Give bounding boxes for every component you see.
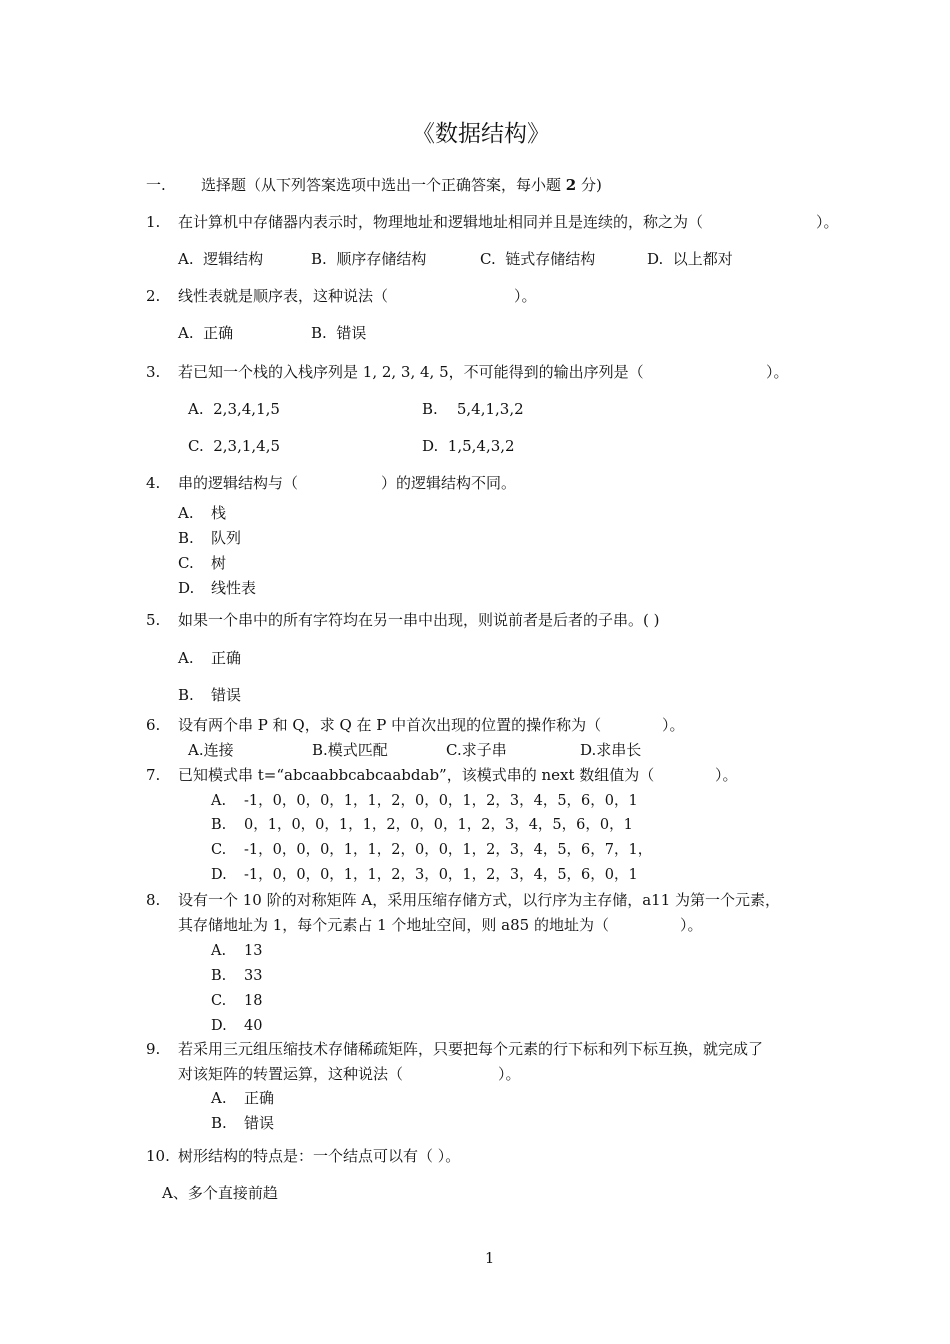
q8-option-d: 40: [244, 1018, 263, 1034]
q9-option-a-key: A.: [211, 1089, 227, 1107]
q2-option-a: A. 正确: [178, 324, 234, 342]
q7-option-d: -1，0，0，0，1，1，2，3，0，1，2，3，4，5，6，0，1: [244, 867, 638, 883]
q5-number: 5.: [146, 611, 161, 629]
q7-option-a: -1，0，0，0，1，1，2，0，0，1，2，3，4，5，6，0，1: [244, 793, 638, 809]
q4-option-d-key: D.: [178, 579, 195, 597]
q6-option-a: A.连接: [188, 741, 234, 759]
q8-option-b: 33: [244, 968, 263, 984]
q7-option-b: 0，1，0，0，1，1，2，0，0，1，2，3，4，5，6，0，1: [244, 817, 633, 833]
q10-text: 树形结构的特点是：一个结点可以有（ ）。: [178, 1147, 461, 1165]
q1-option-c: C. 链式存储结构: [480, 250, 596, 268]
q4-option-a: 栈: [211, 504, 227, 522]
page-number: 1: [485, 1251, 495, 1267]
q7-option-c: -1，0，0，0，1，1，2，0，0，1，2，3，4，5，6，7，1，: [244, 842, 653, 858]
q1-option-a: A. 逻辑结构: [178, 250, 264, 268]
q1-text: 在计算机中存储器内表示时，物理地址和逻辑地址相同并且是连续的，称之为（: [178, 213, 704, 231]
q3-option-c: C. 2,3,1,4,5: [188, 437, 281, 455]
section-heading-text: 选择题（从下列答案选项中选出一个正确答案，每小题: [201, 176, 566, 194]
q8-option-d-key: D.: [211, 1018, 227, 1034]
q3-number: 3.: [146, 363, 161, 381]
q5-option-b-key: B.: [178, 686, 194, 704]
q3-text: 若已知一个栈的入栈序列是 1, 2, 3, 4, 5，不可能得到的输出序列是（: [178, 363, 644, 381]
q6-option-d: D.求串长: [580, 741, 642, 759]
q6-text: 设有两个串 P 和 Q，求 Q 在 P 中首次出现的位置的操作称为（: [178, 716, 602, 734]
q8-close: ）。: [680, 916, 703, 934]
q9-option-a: 正确: [244, 1089, 275, 1107]
q2-number: 2.: [146, 287, 161, 305]
q7-number: 7.: [146, 766, 161, 784]
q1-close: ）。: [816, 213, 839, 231]
q8-option-a-key: A.: [211, 943, 227, 959]
section-points: 2: [565, 176, 577, 194]
q8-option-a: 13: [244, 943, 263, 959]
q2-option-b: B. 错误: [311, 324, 367, 342]
q2-text: 线性表就是顺序表，这种说法（: [178, 287, 389, 305]
q6-number: 6.: [146, 716, 161, 734]
q4-option-a-key: A.: [178, 504, 194, 522]
q9-number: 9.: [146, 1040, 161, 1058]
q4-number: 4.: [146, 474, 161, 492]
q3-option-b: B. 5,4,1,3,2: [422, 400, 524, 418]
q8-option-b-key: B.: [211, 968, 227, 984]
section-heading: [201, 178, 602, 193]
section-heading-tail: 分): [576, 176, 602, 194]
q3-close: ）。: [766, 363, 789, 381]
q5-text: 如果一个串中的所有字符均在另一串中出现，则说前者是后者的子串。( ): [178, 611, 660, 629]
q7-option-d-key: D.: [211, 867, 227, 883]
q4-option-d: 线性表: [211, 579, 257, 597]
q9-close: ）。: [498, 1065, 521, 1083]
q7-text: 已知模式串 t=“abcaabbcabcaabdab”，该模式串的 next 数组值为（: [178, 766, 655, 784]
q4-text: 串的逻辑结构与（: [178, 474, 299, 492]
q9-text-line2: 对该矩阵的转置运算，这种说法（: [178, 1065, 404, 1083]
q4-option-c: 树: [211, 554, 227, 572]
q7-option-b-key: B.: [211, 817, 227, 833]
q9-option-b-key: B.: [211, 1114, 227, 1132]
q7-close: ）。: [715, 766, 738, 784]
q10-option-a: A、多个直接前趋: [162, 1184, 278, 1202]
q4-option-b: 队列: [211, 529, 242, 547]
q5-option-a: 正确: [211, 649, 242, 667]
q8-number: 8.: [146, 891, 161, 909]
section-number: 一.: [146, 176, 166, 194]
q4-close: ）的逻辑结构不同。: [381, 474, 517, 492]
q7-option-c-key: C.: [211, 842, 227, 858]
document-title: 《数据结构》: [412, 121, 550, 147]
q1-option-b: B. 顺序存储结构: [311, 250, 427, 268]
q8-option-c: 18: [244, 993, 263, 1009]
q5-option-a-key: A.: [178, 649, 194, 667]
q9-text-line1: 若采用三元组压缩技术存储稀疏矩阵，只要把每个元素的行下标和列下标互换，就完成了: [178, 1040, 764, 1058]
q6-option-b: B.模式匹配: [312, 741, 388, 759]
q6-option-c: C.求子串: [446, 741, 507, 759]
q2-close: ）。: [514, 287, 537, 305]
q8-text-line1: 设有一个 10 阶的对称矩阵 A，采用压缩存储方式，以行序为主存储，a11 为第一个元素，: [178, 891, 781, 909]
q8-text-line2: 其存储地址为 1，每个元素占 1 个地址空间，则 a85 的地址为（: [178, 916, 609, 934]
q8-option-c-key: C.: [211, 993, 227, 1009]
q5-option-b: 错误: [211, 686, 242, 704]
q6-close: ）。: [662, 716, 685, 734]
q1-number: 1.: [146, 213, 161, 231]
q4-option-c-key: C.: [178, 554, 194, 572]
q4-option-b-key: B.: [178, 529, 194, 547]
q9-option-b: 错误: [244, 1114, 275, 1132]
q7-option-a-key: A.: [211, 793, 227, 809]
q1-option-d: D. 以上都对: [647, 250, 733, 268]
q10-number: 10.: [146, 1147, 170, 1165]
q3-option-d: D. 1,5,4,3,2: [422, 437, 515, 455]
q3-option-a: A. 2,3,4,1,5: [188, 400, 280, 418]
